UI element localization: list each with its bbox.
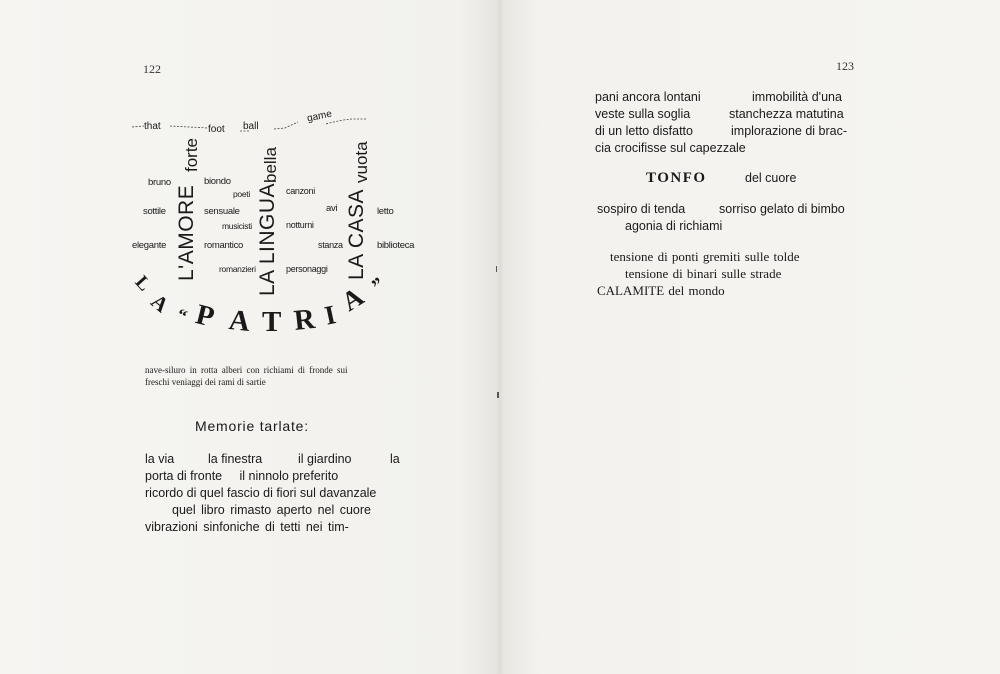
page-number-right: 123	[836, 59, 854, 73]
word-stanza: stanza	[318, 240, 343, 250]
word-sensuale: sensuale	[204, 206, 240, 217]
para1-line2-a: veste sulla soglia	[595, 107, 691, 121]
word-game: game	[306, 108, 333, 125]
para1-line4-a: cia crocifisse sul capezzale	[595, 141, 746, 155]
word-letto: letto	[377, 206, 394, 217]
para2-line1-a: sospiro di tenda	[597, 202, 686, 216]
tonfo-word: TONFO	[646, 170, 707, 186]
line-5: vibrazioni sinfoniche di tetti nei tim-	[145, 520, 349, 534]
vertical-lingua: LA LINGUA	[256, 182, 279, 296]
vertical-casa: LA CASA	[345, 188, 368, 280]
word-musicisti: musicisti	[222, 221, 252, 231]
word-poeti: poeti	[233, 189, 250, 199]
para1-line3-a: di un letto disfatto	[595, 124, 693, 138]
word-personaggi: personaggi	[286, 264, 328, 274]
tonfo-rest: del cuore	[745, 171, 797, 185]
word-foot: foot	[208, 124, 225, 135]
patria-letter: ”	[367, 273, 390, 297]
page-number-left: 122	[143, 62, 161, 76]
vertical-vuota: vuota	[352, 141, 371, 183]
line-il-giardino: il giardino	[298, 452, 352, 466]
patria-letter: I	[321, 299, 339, 331]
line-la-via: la via	[145, 452, 175, 466]
word-romanzieri: romanzieri	[219, 264, 256, 274]
gutter-mark	[497, 392, 499, 398]
line-la-finestra: la finestra	[208, 452, 263, 466]
caption-line-1: nave-siluro in rotta alberi con richiami di fronde sui	[145, 365, 348, 375]
para3-line2: tensione di binari sulle strade	[625, 266, 782, 281]
word-notturni: notturni	[286, 220, 314, 230]
patria-letter: T	[262, 306, 282, 338]
patria-letter: A	[227, 303, 252, 339]
word-romantico: romantico	[204, 240, 244, 251]
patria-letter: A	[336, 281, 369, 317]
vertical-bella: bella	[261, 147, 280, 183]
patria-letter: P	[192, 298, 218, 334]
para1-line3-b: implorazione di brac-	[731, 124, 848, 138]
patria-letter: A	[146, 289, 174, 318]
patria-letter: “	[173, 304, 191, 327]
heading-memorie: Memorie tarlate:	[195, 418, 309, 434]
word-biondo: biondo	[204, 176, 231, 187]
word-ball: ball	[243, 121, 259, 132]
line-2: porta di fronte il ninnolo preferito	[145, 469, 339, 483]
para2-line2: agonia di richiami	[625, 219, 723, 233]
gutter-mark	[496, 266, 497, 272]
word-elegante: elegante	[132, 240, 167, 251]
line-la: la	[390, 452, 400, 466]
line-3: ricordo di quel fascio di fiori sul davanzale	[145, 486, 377, 500]
para1-line1-b: immobilità d'una	[752, 90, 842, 104]
caption-line-2: freschi veniaggi dei rami di sartie	[145, 377, 266, 387]
patria-letter: R	[292, 302, 317, 338]
word-sottile: sottile	[143, 206, 166, 217]
para1-line2-b: stanchezza matutina	[729, 107, 844, 121]
para2-line1-b: sorriso gelato di bimbo	[719, 202, 845, 216]
word-bruno: bruno	[148, 177, 171, 188]
word-biblioteca: biblioteca	[377, 240, 415, 251]
vertical-forte: forte	[182, 137, 201, 172]
para1-line1-a: pani ancora lontani	[595, 90, 701, 104]
word-avi: avi	[326, 203, 338, 214]
para3-line3: CALAMITE del mondo	[597, 283, 725, 298]
vertical-amore: L'AMORE	[175, 184, 198, 281]
word-canzoni: canzoni	[286, 186, 315, 196]
para3-line1: tensione di ponti gremiti sulle tolde	[610, 249, 800, 264]
word-that: that	[144, 121, 161, 132]
line-4: quel libro rimasto aperto nel cuore	[172, 503, 371, 517]
patria-letter: L	[130, 271, 155, 296]
